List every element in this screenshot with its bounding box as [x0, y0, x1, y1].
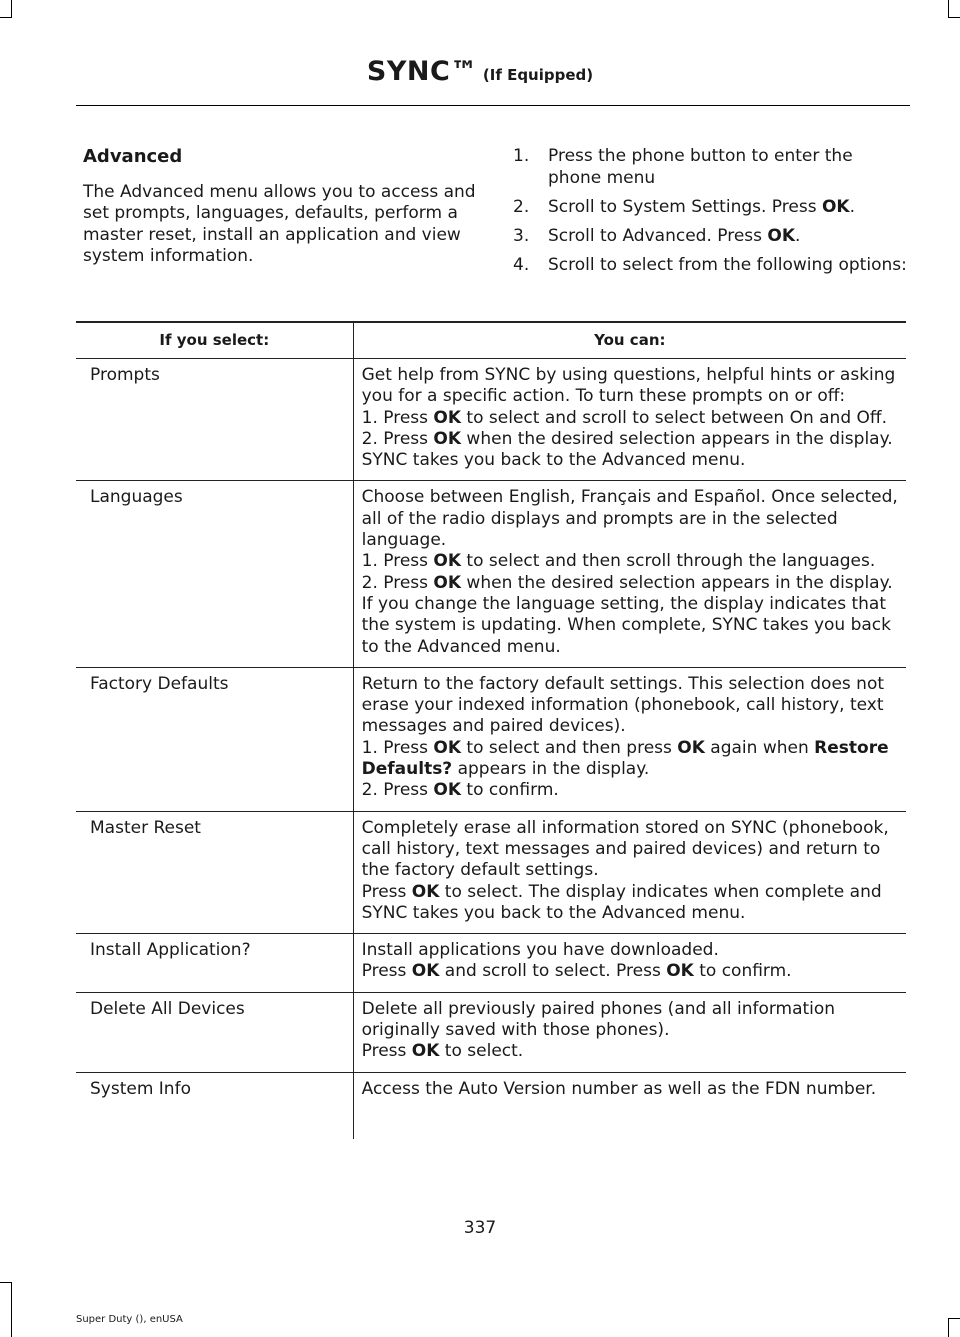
ok-keyword: OK: [411, 881, 440, 902]
option-description: [353, 667, 906, 811]
table-row: [76, 992, 906, 1072]
step-number: 1.: [513, 146, 530, 166]
description-line: [362, 780, 902, 801]
table-row: [76, 359, 906, 481]
step-text: Scroll to System Settings. Press: [548, 196, 822, 217]
option-name: Master Reset: [76, 811, 353, 933]
description-line: [362, 429, 902, 472]
ok-keyword: OK: [433, 551, 462, 572]
section-paragraph: The Advanced menu allows you to access and set prompts, languages, defaults, perform a master reset, install an application and view system information.: [83, 181, 476, 266]
option-description: [353, 934, 906, 993]
step-number: 4.: [513, 254, 530, 275]
ok-keyword: OK: [411, 961, 440, 982]
description-text: to confirm.: [693, 961, 792, 982]
crop-mark: [948, 0, 949, 18]
step-text: .: [795, 225, 801, 246]
description-text: to select and then press: [461, 737, 678, 758]
table-row: [76, 667, 906, 811]
option-name: Languages: [76, 481, 353, 667]
column-header-option: If you select:: [76, 322, 353, 359]
description-text: to select and scroll to select between On and Off.: [461, 407, 888, 428]
option-name: System Info: [90, 1078, 191, 1099]
description-text: 2. Press: [361, 780, 434, 801]
description-text: to select. The display indicates when complete and SYNC takes you back to the Advanced menu.: [361, 881, 882, 923]
description-text: 2. Press: [361, 428, 434, 449]
description-text: to select.: [439, 1041, 524, 1062]
option-description: [353, 481, 906, 667]
crop-mark: [11, 0, 12, 18]
step-text: Scroll to select from the following options:: [548, 254, 907, 275]
description-text: Press: [361, 1041, 412, 1062]
footer-text: Super Duty (), enUSA: [76, 1314, 183, 1325]
intro-section: [83, 146, 483, 268]
crop-mark: [948, 1318, 949, 1337]
ok-keyword: OK: [411, 1041, 440, 1062]
header-rule: [76, 105, 910, 106]
option-description: [353, 811, 906, 933]
options-table: [76, 321, 906, 1139]
ok-keyword: OK: [821, 196, 850, 217]
ok-keyword: OK: [433, 428, 462, 449]
description-line: Delete all previously paired phones (and all information originally saved with those phones).: [361, 998, 836, 1041]
description-line: [362, 961, 902, 982]
table-row: [76, 934, 906, 993]
ok-keyword: OK: [433, 737, 462, 758]
option-name: Prompts: [76, 359, 353, 481]
step-item: [513, 197, 908, 219]
table-row: [76, 1072, 906, 1139]
description-line: Return to the factory default settings. This selection does not erase your indexed information (phonebook, call history, text messages and paired devices).: [361, 673, 885, 737]
description-text: 1. Press: [361, 737, 434, 758]
step-text: Press the phone button to enter the phone menu: [548, 146, 853, 188]
section-heading: Advanced: [83, 146, 183, 167]
ok-keyword: OK: [677, 737, 705, 758]
step-item: [513, 146, 908, 189]
page-number: 337: [463, 1218, 497, 1238]
ok-keyword: OK: [666, 961, 694, 982]
option-description: [353, 992, 906, 1072]
description-text: again when: [704, 737, 815, 758]
description-text: when the desired selection appears in the display. If you change the language setting, the display indicates that the system is updating. When complete, SYNC takes you back to the Advanced menu.: [361, 572, 893, 657]
description-line: [362, 551, 902, 572]
description-text: appears in the display.: [452, 759, 650, 780]
ok-keyword: Restore Defaults?: [361, 737, 889, 780]
description-text: to select and then scroll through the languages.: [461, 551, 876, 572]
steps-list: [513, 146, 908, 284]
ok-keyword: OK: [433, 780, 462, 801]
step-text: Scroll to Advanced. Press: [548, 225, 768, 246]
description-line: [362, 738, 902, 781]
header-title: SYNC™: [366, 56, 478, 87]
step-number: 2.: [513, 196, 530, 217]
description-text: 1. Press: [361, 551, 434, 572]
crop-mark: [11, 1282, 12, 1337]
description-line: Install applications you have downloaded.: [361, 940, 719, 961]
description-text: Press: [361, 881, 412, 902]
description-line: Access the Auto Version number as well as the FDN number.: [361, 1078, 877, 1099]
column-header-description: You can:: [353, 322, 906, 359]
crop-mark: [948, 1318, 960, 1319]
option-name: Delete All Devices: [76, 992, 353, 1072]
description-line: [362, 882, 902, 925]
description-text: 2. Press: [361, 572, 434, 593]
table-body: [76, 359, 906, 1139]
description-line: Choose between English, Français and Español. Once selected, all of the radio displays and prompts are in the selected language.: [361, 487, 898, 551]
ok-keyword: OK: [433, 407, 462, 428]
description-line: [362, 408, 902, 429]
step-item: [513, 226, 908, 248]
page-header: [0, 56, 960, 87]
step-text: .: [849, 196, 855, 217]
table-row: [76, 481, 906, 667]
ok-keyword: OK: [433, 572, 462, 593]
description-text: Press: [361, 961, 412, 982]
crop-mark: [948, 17, 960, 18]
option-name: Install Application?: [76, 934, 353, 993]
header-suffix: (If Equipped): [482, 66, 594, 84]
table-row: [76, 811, 906, 933]
option-description: [353, 359, 906, 481]
option-name: Factory Defaults: [76, 667, 353, 811]
description-line: [362, 573, 902, 658]
crop-mark: [0, 1282, 12, 1283]
crop-mark: [0, 17, 12, 18]
description-text: to confirm.: [461, 780, 559, 801]
description-line: [362, 1041, 902, 1062]
ok-keyword: OK: [767, 225, 796, 246]
description-line: Get help from SYNC by using questions, helpful hints or asking you for a specific action. To turn these prompts on or off:: [361, 365, 896, 407]
option-description: [353, 1072, 906, 1139]
step-item: [513, 255, 908, 277]
step-number: 3.: [513, 225, 530, 246]
description-text: when the desired selection appears in the display. SYNC takes you back to the Advanced menu.: [361, 428, 893, 471]
description-text: and scroll to select. Press: [439, 961, 667, 982]
description-line: Completely erase all information stored on SYNC (phonebook, call history, text messages and paired devices) and return to the factory default settings.: [361, 817, 889, 881]
description-text: 1. Press: [361, 407, 434, 428]
table-header-row: [76, 322, 906, 359]
